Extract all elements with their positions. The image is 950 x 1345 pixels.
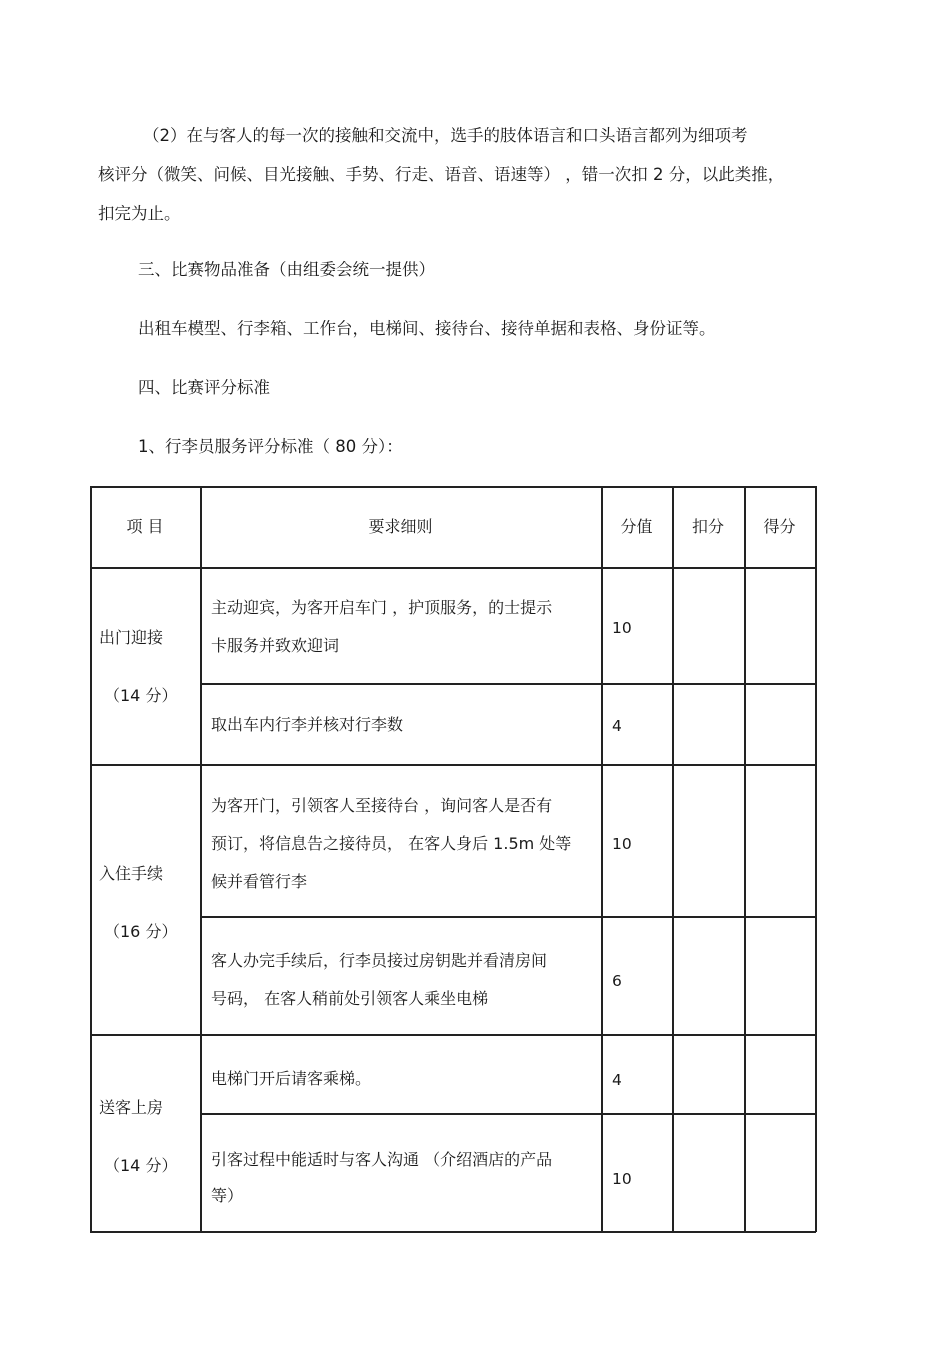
header-obtained: 得分 [763, 517, 796, 536]
group-points: （14 分） [104, 686, 178, 705]
score-value: 10 [612, 1170, 632, 1188]
table-border [90, 486, 92, 1232]
section-heading: 四、比赛评分标准 [138, 378, 270, 397]
group-points: （16 分） [104, 922, 178, 941]
paragraph-line: 核评分（微笑、问候、目光接触、手势、行走、语音、语速等） ，错一次扣 2 分，以此类推， [98, 165, 785, 184]
group-name: 入住手续 [99, 864, 164, 883]
header-deduction: 扣分 [691, 517, 724, 536]
group-name: 出门迎接 [99, 628, 164, 647]
table-border [200, 916, 816, 918]
item-list-text: 出租车模型、行李箱、工作台，电梯间、接待台、接待单据和表格、身份证等。 [138, 319, 716, 338]
table-border [90, 567, 816, 569]
section-heading: 三、比赛物品准备（由组委会统一提供） [138, 260, 435, 279]
table-border [601, 486, 603, 1232]
header-item: 项 目 [126, 517, 164, 536]
requirement-line: 卡服务并致欢迎词 [211, 636, 340, 655]
table-border [200, 1113, 816, 1115]
subsection-heading: 1、行李员服务评分标准（ 80 分）： [138, 437, 403, 456]
table-border [744, 486, 746, 1232]
scoring-table [90, 486, 816, 1232]
table-border [90, 1231, 816, 1233]
requirement-line: 预订，将信息告之接待员， 在客人身后 1.5m 处等 [211, 834, 572, 853]
paragraph-line: 扣完为止。 [98, 204, 181, 223]
score-value: 4 [612, 1071, 622, 1089]
requirement-line: 号码， 在客人稍前处引领客人乘坐电梯 [211, 989, 489, 1008]
table-border [90, 764, 816, 766]
paragraph-line: （2）在与客人的每一次的接触和交流中，选手的肢体语言和口头语言都列为细项考 [143, 126, 748, 145]
requirement-line: 候并看管行李 [211, 872, 308, 891]
requirement-line: 等） [211, 1186, 244, 1205]
requirement-line: 为客开门，引领客人至接待台 ，询问客人是否有 [211, 796, 553, 815]
requirement-line: 电梯门开后请客乘梯。 [211, 1069, 372, 1088]
group-name: 送客上房 [99, 1098, 164, 1117]
group-points: （14 分） [104, 1156, 178, 1175]
score-value: 10 [612, 619, 632, 637]
table-border [200, 486, 202, 1232]
table-border [90, 486, 816, 488]
score-value: 4 [612, 717, 622, 735]
header-score: 分值 [620, 517, 653, 536]
header-requirements: 要求细则 [368, 517, 433, 536]
table-border [200, 683, 816, 685]
table-border [815, 486, 817, 1232]
score-value: 10 [612, 835, 632, 853]
requirement-line: 客人办完手续后，行李员接过房钥匙并看清房间 [211, 951, 548, 970]
table-border [90, 1034, 816, 1036]
score-value: 6 [612, 972, 622, 990]
requirement-line: 引客过程中能适时与客人沟通 （介绍酒店的产品 [211, 1150, 553, 1169]
requirement-line: 取出车内行李并核对行李数 [211, 715, 404, 734]
table-border [672, 486, 674, 1232]
requirement-line: 主动迎宾，为客开启车门 ，护顶服务，的士提示 [211, 598, 553, 617]
